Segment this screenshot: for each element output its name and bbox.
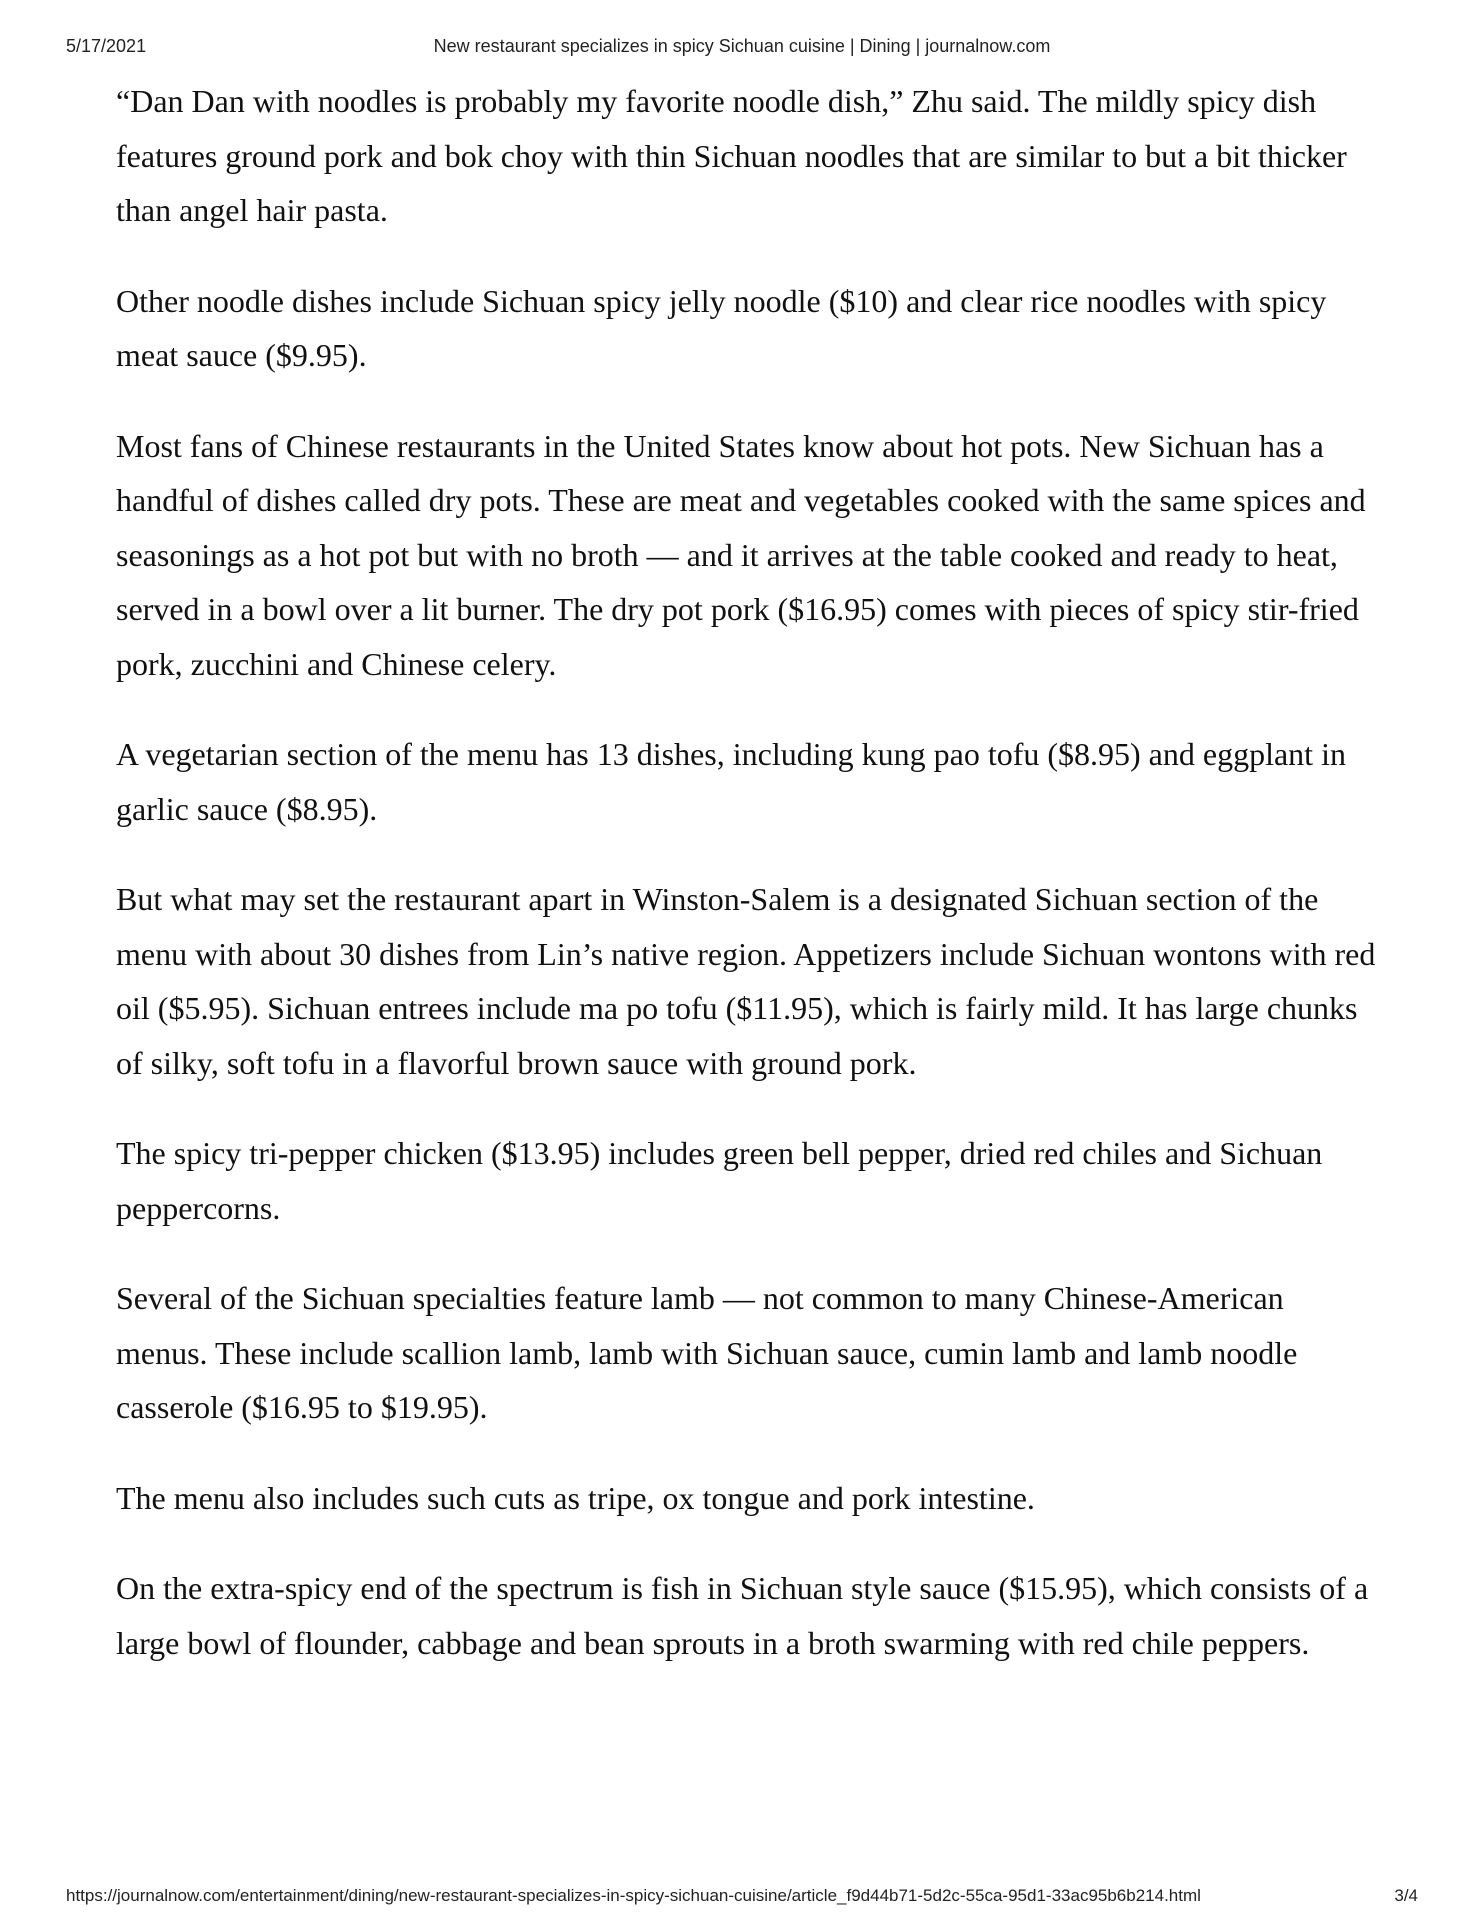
print-footer — [66, 1886, 1418, 1910]
article-body — [116, 74, 1376, 1706]
print-date: 5/17/2021 — [66, 36, 147, 56]
article-paragraph: Several of the Sichuan specialties feature lamb — not common to many Chinese-American menus. These include scallion lamb, lamb with Sichuan sauce, cumin lamb and lamb noodle casserole ($16.95 to $19.95). — [116, 1280, 1298, 1425]
article-paragraph: Other noodle dishes include Sichuan spicy jelly noodle ($10) and clear rice noodles with spicy meat sauce ($9.95). — [116, 282, 1327, 373]
page-title: New restaurant specializes in spicy Sichuan cuisine | Dining | journalnow.com — [433, 36, 1051, 56]
article-paragraph: Most fans of Chinese restaurants in the United States know about hot pots. New Sichuan has a handful of dishes called dry pots. These are meat and vegetables cooked with the same spices and seasonings as a hot pot but with no broth — and it arrives at the table cooked and ready to heat, served in a bowl over a lit burner. The dry pot pork ($16.95) comes with pieces of spicy stir-fried pork, zucchini and Chinese celery. — [116, 427, 1366, 682]
article-paragraph: “Dan Dan with noodles is probably my favorite noodle dish,” Zhu said. The mildly spicy dish features ground pork and bok choy with thin Sichuan noodles that are similar to but a bit thicker than angel hair pasta. — [116, 83, 1347, 228]
article-paragraph: The spicy tri-pepper chicken ($13.95) includes green bell pepper, dried red chiles and Sichuan peppercorns. — [116, 1135, 1323, 1226]
print-header — [66, 36, 1418, 60]
page-url: https://journalnow.com/entertainment/dining/new-restaurant-specializes-in-spicy-sichuan-cuisine/article_f9d44b71-5d2c-55ca-95d1-33ac95b6b214.html — [66, 1886, 1201, 1905]
page-number: 3/4 — [1394, 1886, 1418, 1905]
article-paragraph: But what may set the restaurant apart in Winston-Salem is a designated Sichuan section of the menu with about 30 dishes from Lin’s native region. Appetizers include Sichuan wontons with red oil ($5.95). Sichuan entrees include ma po tofu ($11.95), which is fairly mild. It has large chunks of silky, soft tofu in a flavorful brown sauce with ground pork. — [116, 881, 1376, 1081]
article-paragraph: A vegetarian section of the menu has 13 dishes, including kung pao tofu ($8.95) and eggplant in garlic sauce ($8.95). — [116, 736, 1346, 827]
article-paragraph: On the extra-spicy end of the spectrum is fish in Sichuan style sauce ($15.95), which consists of a large bowl of flounder, cabbage and bean sprouts in a broth swarming with red chile peppers. — [116, 1570, 1369, 1661]
article-paragraph: The menu also includes such cuts as tripe, ox tongue and pork intestine. — [116, 1479, 1035, 1516]
